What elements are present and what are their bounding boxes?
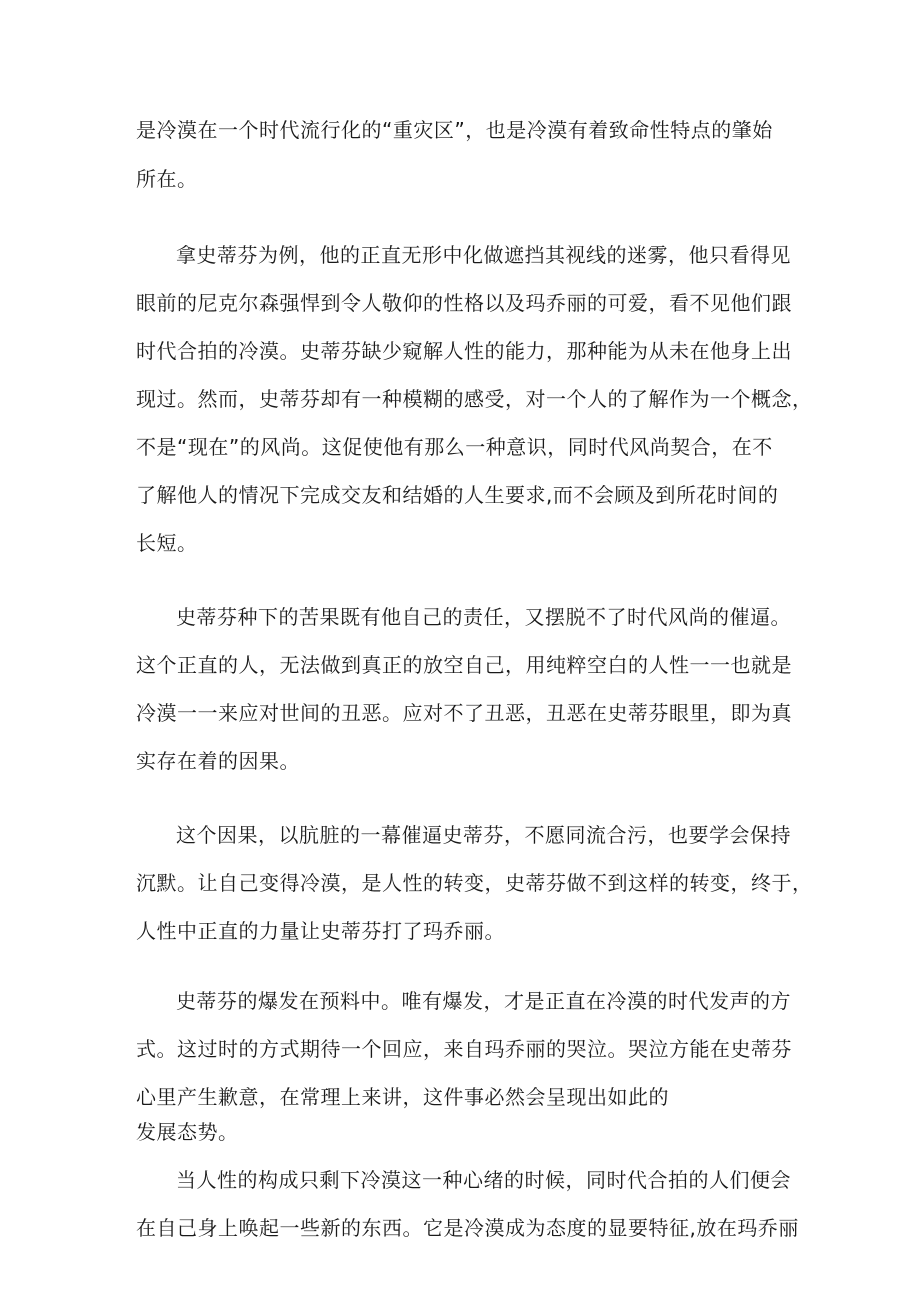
text-line: 在自己身上唤起一些新的东西。它是冷漠成为态度的显要特征,放在玛乔丽 bbox=[136, 1216, 799, 1240]
paragraph-first-line: 史蒂芬种下的苦果既有他自己的责任，又摆脱不了时代风尚的催逼。 bbox=[176, 605, 791, 629]
text-line: 了解他人的情况下完成交友和结婚的人生要求,而不会顾及到所花时间的 bbox=[136, 483, 779, 507]
text-line: 不是“现在”的风尚。这促使他有那么一种意识，同时代风尚契合，在不 bbox=[136, 435, 773, 459]
text-line: 眼前的尼克尔森强悍到令人敬仰的性格以及玛乔丽的可爱，看不见他们跟 bbox=[136, 291, 792, 315]
text-line: 时代合拍的冷漠。史蒂芬缺少窥解人性的能力，那种能为从未在他身上出 bbox=[136, 339, 792, 363]
text-line: 人性中正直的力量让史蒂芬打了玛乔丽。 bbox=[136, 919, 505, 943]
text-line: 发展态势。 bbox=[136, 1120, 239, 1144]
paragraph-first-line: 当人性的构成只剩下冷漠这一种心绪的时候，同时代合拍的人们便会 bbox=[176, 1168, 791, 1192]
text-line: 是冷漠在一个时代流行化的“重灾区”，也是冷漠有着致命性特点的肇始 bbox=[136, 118, 773, 142]
paragraph-first-line: 这个因果，以肮脏的一幕催逼史蒂芬，不愿同流合污，也要学会保持 bbox=[176, 823, 791, 847]
text-line: 式。这过时的方式期待一个回应，来自玛乔丽的哭泣。哭泣方能在史蒂芬 bbox=[136, 1037, 792, 1061]
text-line: 长短。 bbox=[136, 531, 198, 555]
text-line: 实存在着的因果。 bbox=[136, 749, 300, 773]
text-line: 这个正直的人，无法做到真正的放空自己，用纯粹空白的人性一一也就是 bbox=[136, 653, 792, 677]
text-line: 沉默。让自己变得冷漠，是人性的转变，史蒂芬做不到这样的转变，终于， bbox=[136, 871, 813, 895]
paragraph-first-line: 史蒂芬的爆发在预料中。唯有爆发，才是正直在冷漠的时代发声的方 bbox=[176, 989, 791, 1013]
text-line: 冷漠一一来应对世间的丑恶。应对不了丑恶，丑恶在史蒂芬眼里，即为真 bbox=[136, 701, 792, 725]
text-line: 所在。 bbox=[136, 167, 198, 191]
paragraph-first-line: 拿史蒂芬为例，他的正直无形中化做遮挡其视线的迷雾，他只看得见 bbox=[176, 243, 791, 267]
text-line: 心里产生歉意，在常理上来讲，这件事必然会呈现出如此的 bbox=[136, 1085, 669, 1109]
text-line: 现过。然而，史蒂芬却有一种模糊的感受，对一个人的了解作为一个概念， bbox=[136, 387, 813, 411]
